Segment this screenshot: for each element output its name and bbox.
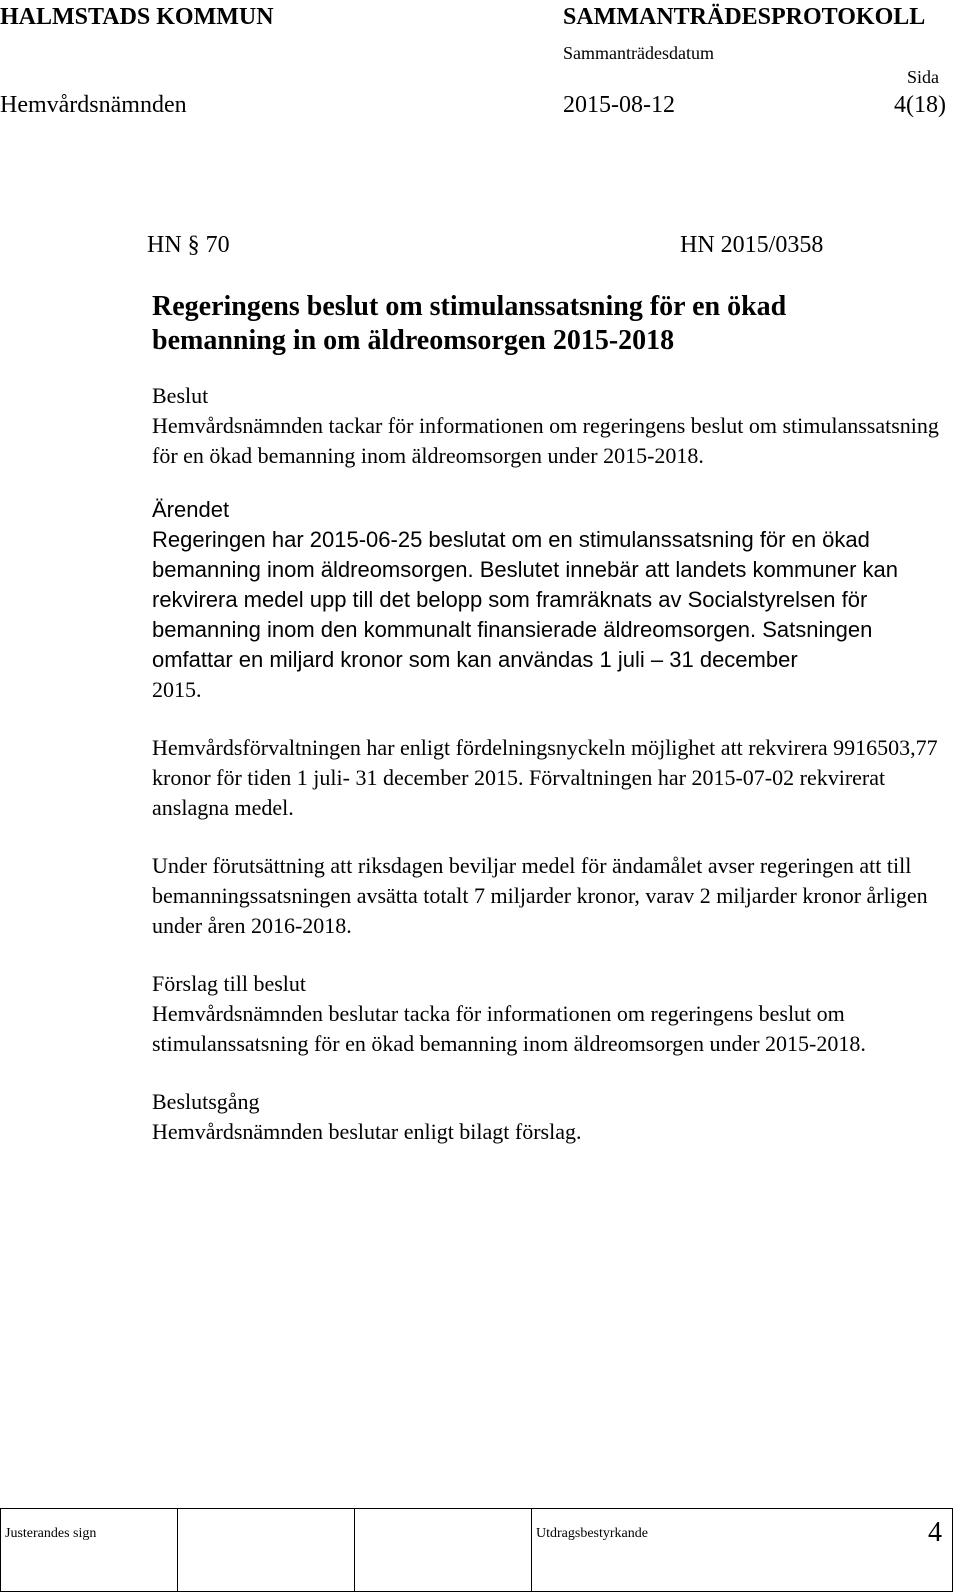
extract-cell — [532, 1509, 953, 1592]
date-label: Sammanträdesdatum — [563, 43, 714, 63]
item-number: HN § 70 — [147, 232, 230, 258]
proposal-label: Förslag till beslut — [152, 971, 306, 996]
item-title-line-2: bemanning in om äldreomsorgen 2015-2018 — [152, 325, 675, 356]
case-number: HN 2015/0358 — [680, 232, 824, 258]
matter-paragraph-1 — [152, 525, 942, 705]
matter-paragraph-2: Hemvårdsförvaltningen har enligt fördelningsnyckeln möjlighet att rekvirera 9916503,77 kronor för tiden 1 juli- 31 december 2015. Förvaltningen har 2015-07-02 rekvirerat anslagna medel. — [152, 735, 938, 820]
item-title — [152, 290, 942, 358]
organization-name: HALMSTADS KOMMUN — [0, 4, 274, 30]
sign-box-2 — [355, 1509, 532, 1592]
item-title-line-1: Regeringens beslut om stimulanssatsning för en ökad — [152, 291, 787, 322]
matter-paragraph-1-year: 2015. — [152, 677, 202, 702]
matter-paragraph-3: Under förutsättning att riksdagen beviljar medel för ändamålet avser regeringen att till bemanningssatsningen avsätta totalt 7 miljarder kronor, varav 2 miljarder kronor årligen under åren 2016-2018. — [152, 853, 928, 938]
footer-page-number: 4 — [928, 1517, 942, 1548]
sign-cell — [1, 1509, 178, 1592]
sign-label: Justerandes sign — [5, 1526, 97, 1541]
signature-footer — [0, 1508, 953, 1592]
procedure-label: Beslutsgång — [152, 1089, 260, 1114]
proposal-text: Hemvårdsnämnden beslutar tacka för informationen om regeringens beslut om stimulanssatsning för en ökad bemanning inom äldreomsorgen under 2015-2018. — [152, 1001, 866, 1056]
page-label: Sida — [907, 67, 940, 87]
meeting-date: 2015-08-12 — [563, 92, 675, 118]
page-number: 4(18) — [894, 92, 946, 118]
committee-name: Hemvårdsnämnden — [0, 92, 187, 118]
decision-label: Beslut — [152, 383, 209, 408]
matter-paragraph-1-main: Regeringen har 2015-06-25 beslutat om en stimulanssatsning för en ökad bemanning inom äldreomsorgen. Beslutet innebär att landets kommuner kan rekvirera medel upp till det belopp som framräknats av Socialstyrelsen för bemanning inom den kommunalt finansierade äldreomsorgen. Satsningen omfattar en miljard kronor som kan användas 1 juli – 31 december — [152, 527, 898, 672]
document-type: SAMMANTRÄDESPROTOKOLL — [563, 4, 926, 30]
procedure-text: Hemvårdsnämnden beslutar enligt bilagt förslag. — [152, 1119, 582, 1144]
sign-box-1 — [178, 1509, 355, 1592]
decision-text: Hemvårdsnämnden tackar för informationen om regeringens beslut om stimulanssatsning för en ökad bemanning inom äldreomsorgen under 2015-2018. — [152, 413, 939, 468]
document-body — [152, 290, 942, 1147]
extract-label: Utdragsbestyrkande — [536, 1526, 648, 1541]
matter-label: Ärendet — [152, 497, 230, 522]
